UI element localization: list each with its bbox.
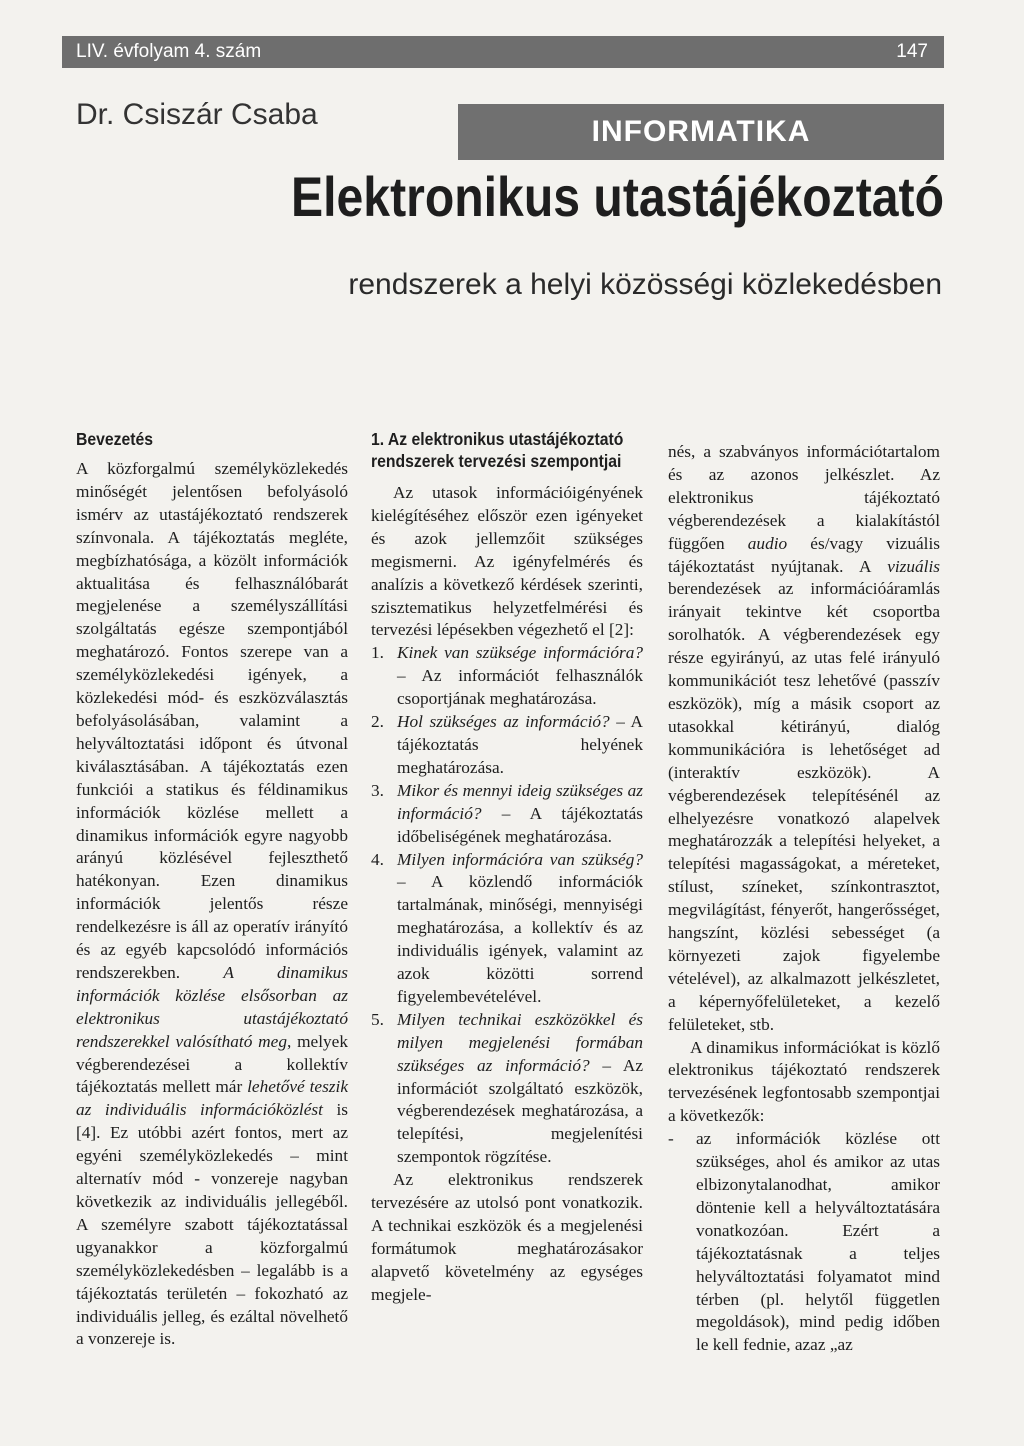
column-2 [371,428,643,1307]
article-title: Elektronikus utastájékoztató [290,165,944,228]
list-item: - az információk közlése ott szükséges, ahol és amikor az utas elbizonytalanodhat, amikor döntenie kell a helyváltoztatására vonatkozóan. Ezért a tájékoztatásnak a teljes helyváltoztatási folyamatot mind térben (pl. helytől független megoldások), mind pedig időben le kell fednie, azaz „az [668,1129,940,1355]
journal-issue: LIV. évfolyam 4. szám [76,41,262,62]
continued-paragraph: nés, a szabványos információtartalom és az azonos jelkészlet. Az elektronikus tájékoztató végberendezések a kialakítástól függően audio és/vagy vizuális tájékoztatást nyújtanak. A vizuális berendezések az információáramlás irányait tekintve két csoportba sorolhatók. A végberendezések egy része egyirányú, az utas felé irányuló kommunikációt tesz lehetővé (passzív eszközök), míg a másik csoport az utasokkal kétirányú, dialóg kommunikációra is lehetőséget ad (interaktív eszközök). A végberendezések telepítésénél az elhelyezésre vonatkozó alapelvek meghatározzák a telepítési helyeket, a telepítési magasságokat, a méreteket, stílust, színeket, színkontrasztot, megvilágítást, fényerőt, hangerősséget, hangszínt, közlési sebességet (a környezeti zajok figyelembe vételével), az alkalmazott jelkészletet, a képernyőfelületeket, a kezelő felületeket, stb. [668,442,940,1034]
section-label: INFORMATIKA [458,104,944,160]
question-list [371,642,643,1169]
section-1-outro: Az elektronikus rendszerek tervezésére az utolsó pont vonatkozik. A technikai eszközök és a megjelenési formátumok meghatározásakor alapvető követelmény az egységes megjele- [371,1170,643,1304]
column-top-spacer [668,428,940,441]
author-name: Dr. Csiszár Csaba [76,98,318,131]
list-item: 5. Milyen technikai eszközökkel és milyen megjelenési formában szükséges az információ? – Az információt szolgáltató eszközök, végberendezések meghatározása, a telepítési, megjelenítési szempontok rögzítése. [371,1009,644,1167]
column-1 [76,428,348,1351]
page-number: 147 [896,41,928,62]
list-item: 4. Milyen információra van szükség? – A közlendő információk tartalmának, minőségi, mennyiségi meghatározása, a kollektív és az individuális igények, valamint az azok közötti sorrend figyelembevételével. [371,849,643,1006]
list-item: 1. Kinek van szüksége információra? – Az információt felhasználók csoportjának meghatározása. [371,643,643,709]
criteria-list [668,1128,940,1357]
list-item: 2. Hol szükséges az információ? – A tájékoztatás helyének meghatározása. [371,712,643,777]
intro-paragraph: A közforgalmú személyközlekedés minőségét jelentősen befolyásoló ismérv az utastájékoztató rendszerek színvonala. A tájékoztatás megléte, megbízhatósága, a közölt információk aktualitása és felhasználóbarát megjelenése a személyszállítási szolgáltatás egésze szempontjából meghatározó. Fontos szerepe van a személyközlekedési igények, a közlekedési mód- és eszközválasztás befolyásolásában, valamint a helyváltoztatási időpont és útvonal kiválasztásában. A tájékoztatás ezen funkciói a statikus és féldinamikus információk közlése mellett a dinamikus információk egyre nagyobb arányú közlésével fejleszthető hatékonyan. Ezen dinamikus információk jelentős része rendelkezésre is áll az operatív irányító és az egyéb kapcsolódó információs rendszerekben. A dinamikus információk közlése elsősorban az elektronikus utastájékoztató rendszerekkel valósítható meg, melyek végberendezései a kollektív tájékoztatás mellett már lehetővé teszik az individuális információközlést is [4]. Ez utóbbi azért fontos, mert az egyéni személyközlekedés – mint alternatív mód - vonzereje nagyban következik az individuális jellegéből. A személyre szabott tájékoztatással ugyanakkor a közforgalmú személyközlekedésben – legalább is a tájékoztatás területén – fokozható az individuális jelleg, és ezáltal növelhető a vonzereje is. [76,459,349,1349]
column-3 [668,428,940,1357]
heading-section-1: 1. Az elektronikus utastájékoztató rendszerek tervezési szempontjai [371,429,624,471]
criteria-intro: A dinamikus információkat is közlő elektronikus tájékoztató rendszerek tervezésének legfontosabb szempontjai a következők: [668,1037,940,1126]
heading-introduction: Bevezetés [76,429,154,449]
article-subtitle: rendszerek a helyi közösségi közlekedésben [348,268,942,301]
section-1-intro: Az utasok információigényének kielégítéséhez először ezen igényeket és azok jellemzőit szükséges megismerni. Az igényfelmérés és analízis a következő kérdések szerinti, szisztematikus helyzetfelmérési és tervezési lépésekben végezhető el [2]: [371,483,643,640]
list-item: 3. Mikor és mennyi ideig szükséges az információ? – A tájékoztatás időbeliségének meghatározása. [371,780,643,846]
journal-header-bar [62,36,944,68]
